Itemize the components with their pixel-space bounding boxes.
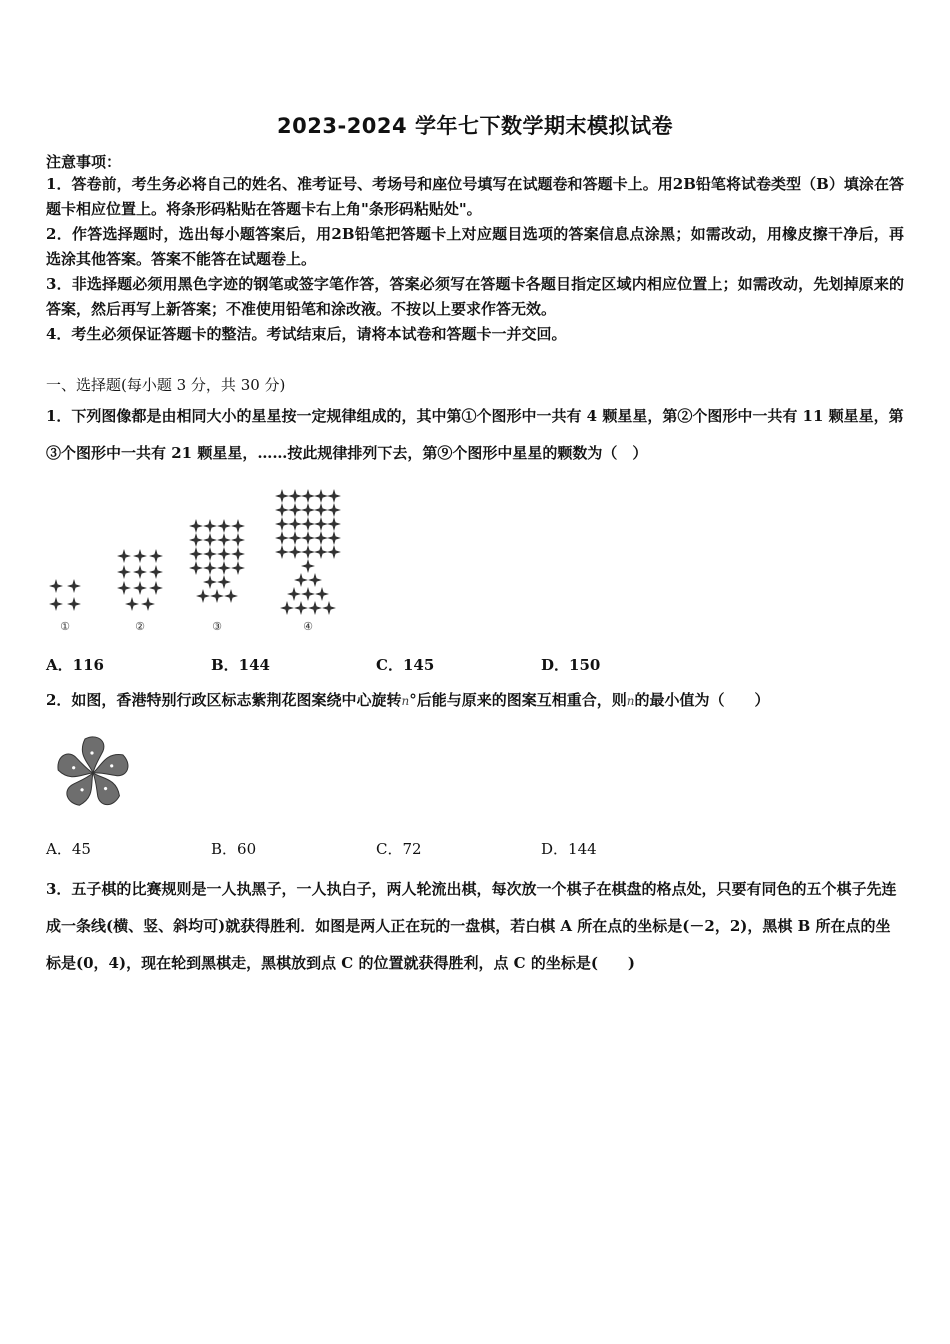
star-figure-2 xyxy=(117,549,163,611)
question-1-options xyxy=(46,654,846,675)
notice-item-1: 1．答卷前，考生务必将自己的姓名、准考证号、考场号和座位号填写在试题卷和答题卡上。用2B铅笔将试卷类型（B）填涂在答题卡相应位置上。将条形码粘贴在答题卡右上角"条形码粘贴处"。 xyxy=(46,175,904,218)
q2-option-a[interactable]: A．45 xyxy=(46,840,91,858)
q1-option-a[interactable]: A．116 xyxy=(46,656,104,674)
q1-option-c[interactable]: C．145 xyxy=(376,656,435,674)
notice-item-2: 2．作答选择题时，选出每小题答案后，用2B铅笔把答题卡上对应题目选项的答案信息点涂黑；如需改动，用橡皮擦干净后，再选涂其他答案。答案不能答在试题卷上。 xyxy=(46,225,904,268)
q2-text-part-c: 的最小值为（ ） xyxy=(634,691,770,709)
question-2-text xyxy=(46,686,904,715)
star-figure-3 xyxy=(189,519,245,603)
q2-option-c[interactable]: C．72 xyxy=(376,840,422,858)
figure-label-3: ③ xyxy=(212,620,222,633)
q1-option-b[interactable]: B．144 xyxy=(211,656,270,674)
q2-text-part-b: °后能与原来的图案互相重合，则 xyxy=(409,691,627,709)
figure-label-4: ④ xyxy=(303,620,313,633)
question-3-text: 3．五子棋的比赛规则是一人执黑子，一人执白子，两人轮流出棋，每次放一个棋子在棋盘的格点处，只要有同色的五个棋子先连成一条线(横、竖、斜均可)就获得胜利．如图是两人正在玩的一盘棋，若白棋 A 所在点的坐标是(－2，2)，黑棋 B 所在点的坐标是(0，4)，现在轮到黑棋走，黑棋放到点 C 的位置就获得胜利，点 C 的坐标是( ) xyxy=(46,880,897,972)
star-figure-1 xyxy=(49,579,81,611)
q1-option-d[interactable]: D．150 xyxy=(541,656,601,674)
figure-label-2: ② xyxy=(135,620,145,633)
question-2-options xyxy=(46,838,846,859)
page-title: 2023-2024 学年七下数学期末模拟试卷 xyxy=(277,114,673,138)
star-figure-4 xyxy=(275,489,341,615)
bauhinia-flower-icon xyxy=(48,728,138,818)
q2-option-b[interactable]: B．60 xyxy=(211,840,257,858)
figure-label-1: ① xyxy=(60,620,70,633)
q2-variable-n-2: n xyxy=(626,694,635,708)
question-1-text: 1．下列图像都是由相同大小的星星按一定规律组成的，其中第①个图形中一共有 4 颗星星，第②个图形中一共有 11 颗星星，第③个图形中一共有 21 颗星星，……按此规律排列下去，第⑨个图形中星星的颗数为（ ） xyxy=(46,407,904,462)
q2-text-part-a: 2．如图，香港特别行政区标志紫荆花图案绕中心旋转 xyxy=(46,691,402,709)
notice-heading: 注意事项： xyxy=(46,153,122,171)
notice-list xyxy=(46,172,904,347)
notice-item-4: 4．考生必须保证答题卡的整洁。考试结束后，请将本试卷和答题卡一并交回。 xyxy=(46,325,567,343)
q2-variable-n: n xyxy=(401,694,410,708)
q2-option-d[interactable]: D．144 xyxy=(541,840,597,858)
notice-item-3: 3．非选择题必须用黑色字迹的钢笔或签字笔作答，答案必须写在答题卡各题目指定区域内相应位置上；如需改动，先划掉原来的答案，然后再写上新答案；不准使用铅笔和涂改液。不按以上要求作答无效。 xyxy=(46,275,904,318)
section-heading: 一、选择题(每小题 3 分，共 30 分) xyxy=(46,376,286,394)
star-pattern-figure xyxy=(44,480,364,640)
